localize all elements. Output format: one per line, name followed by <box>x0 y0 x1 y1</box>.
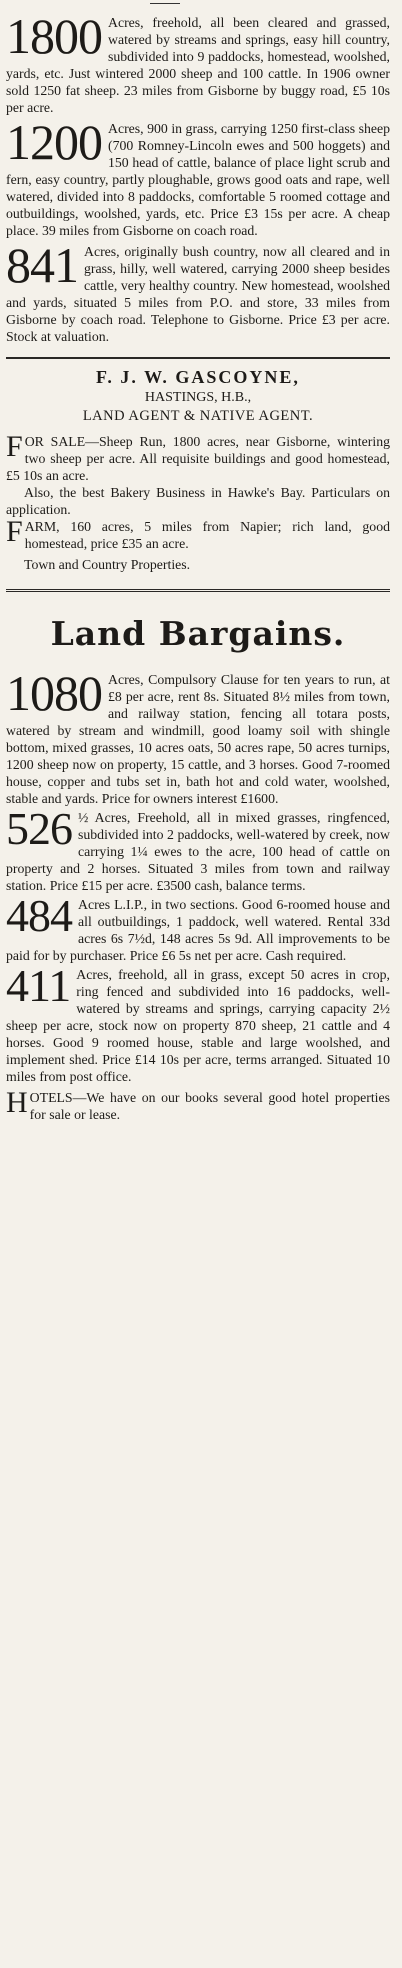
listing-484 <box>6 890 390 964</box>
listing-acreage: 841 <box>6 237 78 293</box>
drop-cap: H <box>6 1086 28 1119</box>
listing-acreage: 411 <box>6 960 71 1011</box>
listing-acreage: 1800 <box>6 8 102 64</box>
ad-text: ARM, 160 acres, 5 miles from Napier; rich land, good homestead, price £35 an acre. <box>24 519 390 551</box>
listing-526 <box>6 803 390 894</box>
listing-description: Acres, Compulsory Clause for ten years to run, at £8 per acre, rent 8s. Situated 8½ miles from town, and railway station, fencing all totara posts, watered by stream and windmill, good loamy soil with shingle bottom, mixed grasses, 10 acres oats, 50 acres rape, 50 acres turnips, 1200 sheep now on property, 15 cattle, and 3 horses. Good 7-roomed house, copper and tubs set in, bath hot and cold water, woolshed, stable and yards. Price for owners interest £1600. <box>6 672 390 806</box>
listing-1200 <box>6 114 390 239</box>
top-rule <box>150 3 180 4</box>
listing-description: ½ Acres, Freehold, all in mixed grasses, ringfenced, subdivided into 2 paddocks, well-watered by creek, now carrying 1¼ ewes to the acre, 100 head of cattle on property and 2 horses. Situated 3 miles from town and railway station. Price £15 per acre. £3500 cash, balance terms. <box>6 810 390 893</box>
listing-411 <box>6 960 390 1085</box>
agent-name: F. J. W. GASCOYNE, <box>96 367 300 387</box>
gascoyne-advert <box>6 367 390 573</box>
listing-description: Acres, freehold, all in grass, except 50 acres in crop, ring fenced and subdivided into 16 paddocks, well-watered by streams and springs, carrying capacity 2½ sheep per acre, stock now on property 870 sheep, 21 cattle and 4 horses. Good 9 roomed house, stable and large woolshed, and implement shed. Price £14 10s per acre, terms arranged. Situated 10 miles from post office. <box>6 967 390 1084</box>
land-bargains-section <box>6 614 390 1123</box>
divider <box>6 589 390 592</box>
listing-description: Acres, freehold, all been cleared and grassed, watered by streams and springs, easy hill country, subdivided into 9 paddocks, homestead, woolshed, yards, etc. Just wintered 2000 sheep and 100 cattle. In 1906 owner sold 1250 fat sheep. 23 miles from Gisborne by buggy road, £5 10s per acre. <box>6 15 390 115</box>
listing-acreage: 1200 <box>6 114 102 170</box>
ad-text: OTELS—We have on our books several good hotel properties for sale or lease. <box>29 1090 390 1122</box>
divider <box>6 357 390 359</box>
listing-1080 <box>6 665 390 807</box>
drop-cap: F <box>6 430 23 463</box>
ad-hotels <box>6 1086 390 1123</box>
listing-description: Acres L.I.P., in two sections. Good 6-roomed house and all outbuildings, 1 paddock, well watered. Rental 33d acres 6s 7½d, 148 acres 5s 9d. All improvements to be paid for by purchaser. Price £6 5s net per acre. Cash required. <box>6 897 390 963</box>
drop-cap: F <box>6 515 23 548</box>
listing-description: Acres, originally bush country, now all cleared and in grass, hilly, well watered, carrying 2000 sheep besides cattle, very healthy country. New homestead, woolshed and yards, situated 5 miles from P.O. and store, 33 miles from Gisborne by coach road. Telephone to Gisborne. Price £3 per acre. Stock at valuation. <box>6 244 390 344</box>
section-title: Land Bargains. <box>50 614 346 653</box>
agent-role: LAND AGENT & NATIVE AGENT. <box>82 408 314 424</box>
ad-text: OR SALE—Sheep Run, 1800 acres, near Gisborne, wintering two sheep per acre. All requisite buildings and good homestead, £5 10s an acre. <box>6 434 390 483</box>
listing-description: Acres, 900 in grass, carrying 1250 first-class sheep (700 Romney-Lincoln ewes and 500 hoggets) and 150 head of cattle, balance of place light scrub and fern, easy country, partly ploughable, grows good oats and rape, well watered, divided into 8 paddocks, comfortable 5 roomed cottage and outbuildings, woolshed, yards, etc. Price £3 15s per acre. A cheap place. 39 miles from Gisborne on coach road. <box>6 121 390 238</box>
ad-sheep-run <box>6 430 390 484</box>
listing-acreage: 1080 <box>6 665 102 721</box>
section-farm-listings <box>6 8 390 1123</box>
ad-farm <box>6 515 390 552</box>
listing-acreage: 484 <box>6 890 72 941</box>
agent-location: HASTINGS, H.B., <box>144 390 252 405</box>
ad-bakery: Also, the best Bakery Business in Hawke's Bay. Particulars on application. <box>6 485 390 517</box>
listing-841 <box>6 237 390 345</box>
ad-properties: Town and Country Properties. <box>24 557 191 572</box>
listing-1800 <box>6 8 390 116</box>
listing-acreage: 526 <box>6 803 72 854</box>
